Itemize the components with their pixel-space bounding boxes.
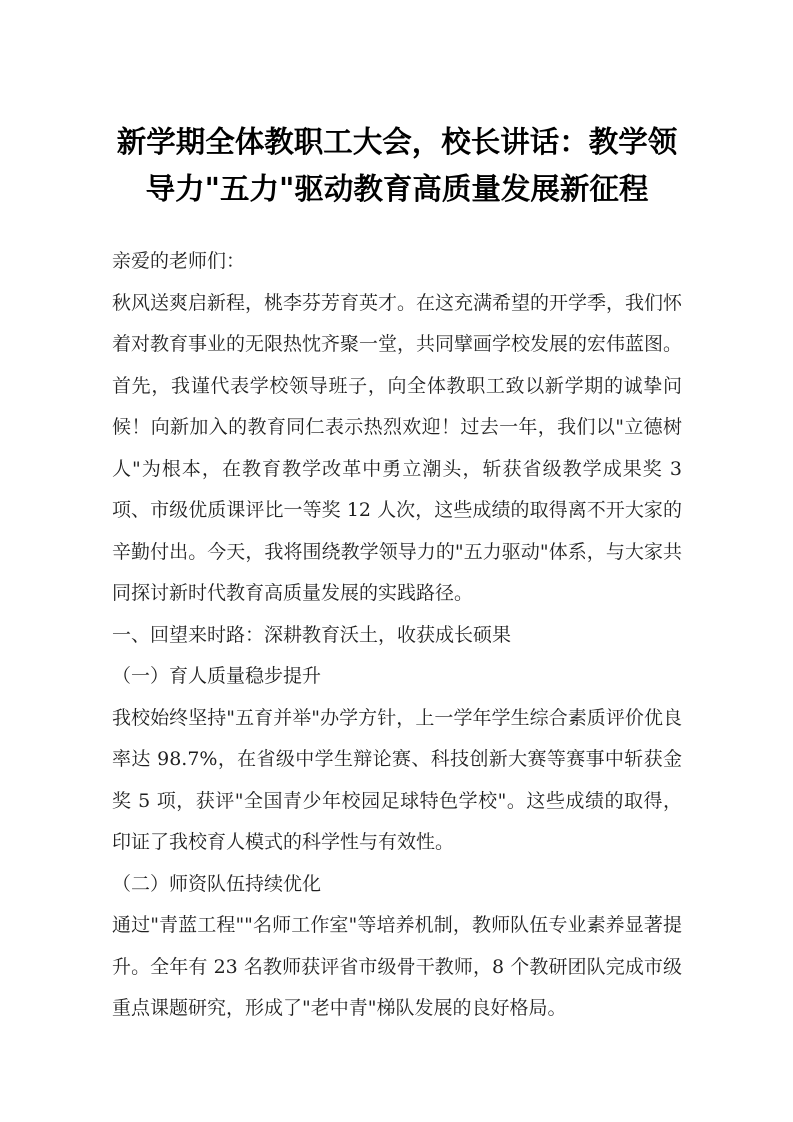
paragraph-teacher-team: 通过"青蓝工程""名师工作室"等培养机制，教师队伍专业素养显著提升。全年有 23 名教师获评省市级骨干教师，8 个教研团队完成市级重点课题研究，形成了"老中青"梯队发展的良好格局。: [112, 914, 682, 1019]
paragraph-intro: 秋风送爽启新程，桃李芬芳育英才。在这充满希望的开学季，我们怀着对教育事业的无限热忱齐聚一堂，共同擘画学校发展的宏伟蓝图。首先，我谨代表学校领导班子，向全体教职工致以新学期的诚挚问候！向新加入的教育同仁表示热烈欢迎！过去一年，我们以"立德树人"为根本，在教育教学改革中勇立潮头，斩获省级教学成果奖 3 项、市级优质课评比一等奖 12 人次，这些成绩的取得离不开大家的辛勤付出。今天，我将围绕教学领导力的"五力驱动"体系，与大家共同探讨新时代教育高质量发展的实践路径。: [112, 291, 683, 604]
document-body: [112, 241, 682, 1030]
document-title: 新学期全体教职工大会，校长讲话：教学领导力"五力"驱动教育高质量发展新征程: [116, 124, 678, 206]
heading-subsection-1-2: （二）师资队伍持续优化: [112, 872, 322, 895]
heading-section-1: 一、回望来时路：深耕教育沃土，收获成长硕果: [112, 623, 512, 646]
heading-subsection-1-1: （一）育人质量稳步提升: [112, 665, 322, 687]
paragraph-student-quality: 我校始终坚持"五育并举"办学方针，上一学年学生综合素质评价优良率达 98.7%，在省级中学生辩论赛、科技创新大赛等赛事中斩获金奖 5 项，获评"全国青少年校园足球特色学校"。这些成绩的取得，印证了我校育人模式的科学性与有效性。: [112, 706, 682, 853]
document-content: [0, 118, 793, 1030]
paragraph-salutation: 亲爱的老师们：: [112, 250, 246, 272]
